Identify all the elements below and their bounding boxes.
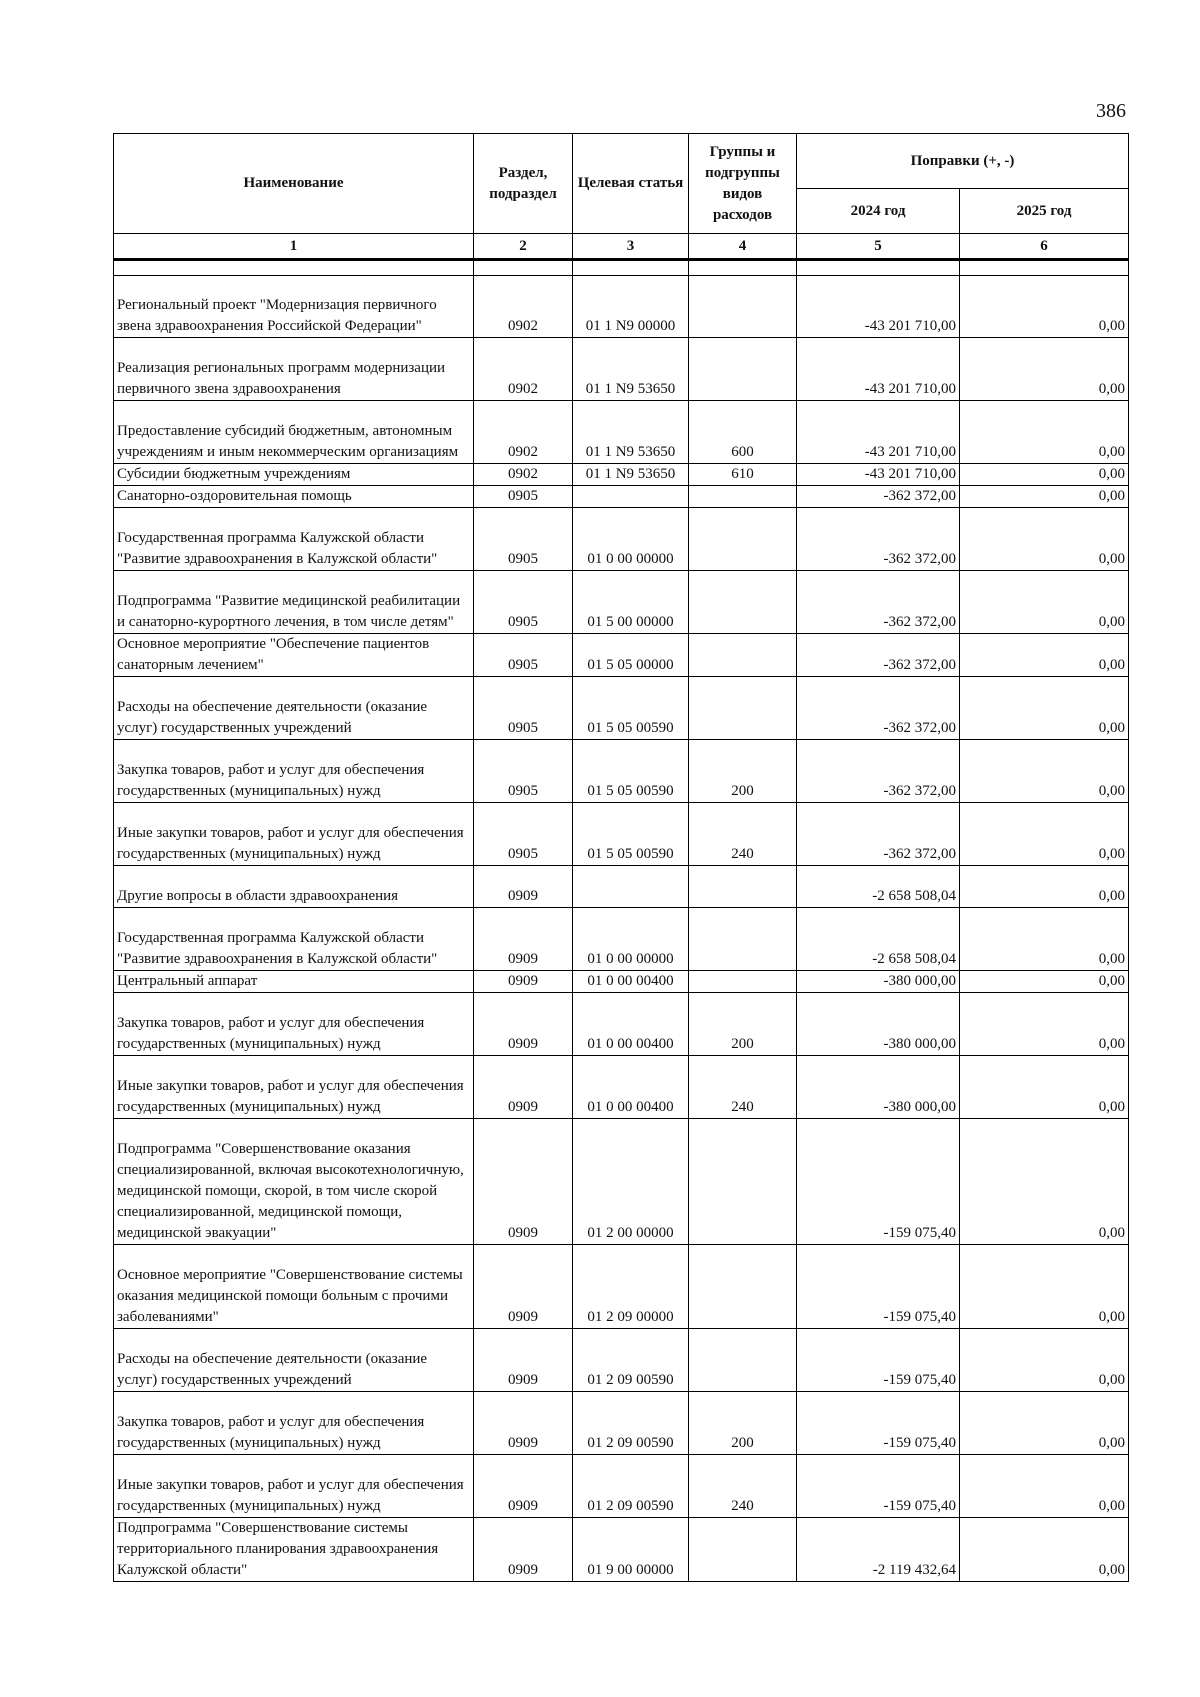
row-amount-2025: 0,00 bbox=[960, 1392, 1129, 1455]
row-article: 01 9 00 00000 bbox=[573, 1518, 689, 1582]
row-article: 01 2 00 00000 bbox=[573, 1119, 689, 1245]
row-amount-2025: 0,00 bbox=[960, 338, 1129, 401]
row-amount-2025: 0,00 bbox=[960, 571, 1129, 634]
row-amount-2025: 0,00 bbox=[960, 508, 1129, 571]
budget-amendments-table bbox=[113, 133, 1129, 1582]
table-row bbox=[114, 1518, 1129, 1582]
row-amount-2025: 0,00 bbox=[960, 1056, 1129, 1119]
header-name: Наименование bbox=[114, 134, 474, 234]
row-name: Закупка товаров, работ и услуг для обеспечения государственных (муниципальных) нужд bbox=[114, 1392, 474, 1455]
row-amount-2025: 0,00 bbox=[960, 486, 1129, 508]
spacer-row bbox=[114, 260, 1129, 276]
row-amount-2025: 0,00 bbox=[960, 908, 1129, 971]
row-article bbox=[573, 486, 689, 508]
row-group: 600 bbox=[689, 401, 797, 464]
header-article: Целевая статья bbox=[573, 134, 689, 234]
row-amount-2024: -362 372,00 bbox=[797, 571, 960, 634]
row-article: 01 5 00 00000 bbox=[573, 571, 689, 634]
row-section: 0902 bbox=[474, 464, 573, 486]
row-section: 0909 bbox=[474, 1455, 573, 1518]
table-row bbox=[114, 401, 1129, 464]
row-name: Подпрограмма "Развитие медицинской реабилитации и санаторно-курортного лечения, в том числе детям" bbox=[114, 571, 474, 634]
row-article: 01 0 00 00400 bbox=[573, 1056, 689, 1119]
row-article: 01 2 09 00590 bbox=[573, 1455, 689, 1518]
row-section: 0909 bbox=[474, 866, 573, 908]
row-name: Закупка товаров, работ и услуг для обеспечения государственных (муниципальных) нужд bbox=[114, 993, 474, 1056]
table-row bbox=[114, 276, 1129, 338]
row-name: Реализация региональных программ модернизации первичного звена здравоохранения bbox=[114, 338, 474, 401]
table-row bbox=[114, 971, 1129, 993]
row-amount-2025: 0,00 bbox=[960, 971, 1129, 993]
row-name: Расходы на обеспечение деятельности (оказание услуг) государственных учреждений bbox=[114, 677, 474, 740]
row-article: 01 2 09 00590 bbox=[573, 1392, 689, 1455]
row-section: 0905 bbox=[474, 803, 573, 866]
row-group bbox=[689, 908, 797, 971]
row-name: Иные закупки товаров, работ и услуг для обеспечения государственных (муниципальных) нужд bbox=[114, 1455, 474, 1518]
row-name: Центральный аппарат bbox=[114, 971, 474, 993]
table-row bbox=[114, 571, 1129, 634]
header-number-1: 1 bbox=[114, 234, 474, 260]
row-section: 0905 bbox=[474, 571, 573, 634]
row-section: 0909 bbox=[474, 1392, 573, 1455]
table-row bbox=[114, 1455, 1129, 1518]
row-article: 01 0 00 00000 bbox=[573, 508, 689, 571]
table-row bbox=[114, 1245, 1129, 1329]
row-group bbox=[689, 571, 797, 634]
row-article: 01 1 N9 53650 bbox=[573, 338, 689, 401]
row-name: Предоставление субсидий бюджетным, автономным учреждениям и иным некоммерческим организациям bbox=[114, 401, 474, 464]
row-section: 0905 bbox=[474, 486, 573, 508]
row-group bbox=[689, 1329, 797, 1392]
row-section: 0902 bbox=[474, 276, 573, 338]
row-article: 01 2 09 00000 bbox=[573, 1245, 689, 1329]
row-article: 01 1 N9 00000 bbox=[573, 276, 689, 338]
row-group bbox=[689, 508, 797, 571]
row-name: Расходы на обеспечение деятельности (оказание услуг) государственных учреждений bbox=[114, 1329, 474, 1392]
row-amount-2024: -43 201 710,00 bbox=[797, 464, 960, 486]
table-row bbox=[114, 1056, 1129, 1119]
row-amount-2025: 0,00 bbox=[960, 677, 1129, 740]
row-amount-2025: 0,00 bbox=[960, 1245, 1129, 1329]
row-group bbox=[689, 634, 797, 677]
row-amount-2024: -159 075,40 bbox=[797, 1245, 960, 1329]
row-section: 0909 bbox=[474, 971, 573, 993]
row-amount-2025: 0,00 bbox=[960, 464, 1129, 486]
header-amendments: Поправки (+, -) bbox=[797, 134, 1129, 189]
row-article: 01 5 05 00590 bbox=[573, 803, 689, 866]
row-group bbox=[689, 1518, 797, 1582]
row-amount-2025: 0,00 bbox=[960, 276, 1129, 338]
table-row bbox=[114, 677, 1129, 740]
row-amount-2024: -159 075,40 bbox=[797, 1119, 960, 1245]
row-group: 240 bbox=[689, 1455, 797, 1518]
row-name: Основное мероприятие "Обеспечение пациентов санаторным лечением" bbox=[114, 634, 474, 677]
row-amount-2024: -2 658 508,04 bbox=[797, 866, 960, 908]
row-name: Региональный проект "Модернизация первичного звена здравоохранения Российской Федерации" bbox=[114, 276, 474, 338]
row-amount-2025: 0,00 bbox=[960, 740, 1129, 803]
row-article: 01 5 05 00590 bbox=[573, 677, 689, 740]
row-section: 0905 bbox=[474, 634, 573, 677]
row-group bbox=[689, 866, 797, 908]
row-group: 200 bbox=[689, 740, 797, 803]
row-amount-2024: -2 658 508,04 bbox=[797, 908, 960, 971]
table-row bbox=[114, 866, 1129, 908]
row-name: Иные закупки товаров, работ и услуг для обеспечения государственных (муниципальных) нужд bbox=[114, 1056, 474, 1119]
row-name: Санаторно-оздоровительная помощь bbox=[114, 486, 474, 508]
table-row bbox=[114, 634, 1129, 677]
header-number-3: 3 bbox=[573, 234, 689, 260]
row-article: 01 5 05 00000 bbox=[573, 634, 689, 677]
row-section: 0909 bbox=[474, 1329, 573, 1392]
row-group bbox=[689, 338, 797, 401]
table-row bbox=[114, 1329, 1129, 1392]
row-section: 0909 bbox=[474, 993, 573, 1056]
row-name: Основное мероприятие "Совершенствование системы оказания медицинской помощи больным с прочими заболеваниями" bbox=[114, 1245, 474, 1329]
row-article: 01 0 00 00400 bbox=[573, 993, 689, 1056]
row-amount-2025: 0,00 bbox=[960, 993, 1129, 1056]
row-section: 0905 bbox=[474, 508, 573, 571]
row-name: Государственная программа Калужской области "Развитие здравоохранения в Калужской области" bbox=[114, 908, 474, 971]
row-amount-2025: 0,00 bbox=[960, 1119, 1129, 1245]
row-amount-2025: 0,00 bbox=[960, 866, 1129, 908]
table-row bbox=[114, 993, 1129, 1056]
row-name: Закупка товаров, работ и услуг для обеспечения государственных (муниципальных) нужд bbox=[114, 740, 474, 803]
row-amount-2024: -380 000,00 bbox=[797, 971, 960, 993]
row-amount-2024: -159 075,40 bbox=[797, 1329, 960, 1392]
header-section: Раздел, подраздел bbox=[474, 134, 573, 234]
row-section: 0909 bbox=[474, 1119, 573, 1245]
row-group: 200 bbox=[689, 1392, 797, 1455]
row-section: 0905 bbox=[474, 677, 573, 740]
table-row bbox=[114, 1119, 1129, 1245]
row-article: 01 0 00 00400 bbox=[573, 971, 689, 993]
row-amount-2024: -362 372,00 bbox=[797, 634, 960, 677]
row-group bbox=[689, 486, 797, 508]
row-group bbox=[689, 1245, 797, 1329]
row-article bbox=[573, 866, 689, 908]
row-article: 01 2 09 00590 bbox=[573, 1329, 689, 1392]
table-header bbox=[114, 134, 1129, 260]
table-body bbox=[114, 260, 1129, 1582]
row-amount-2024: -362 372,00 bbox=[797, 740, 960, 803]
row-amount-2024: -362 372,00 bbox=[797, 486, 960, 508]
row-amount-2025: 0,00 bbox=[960, 1518, 1129, 1582]
table-row bbox=[114, 803, 1129, 866]
row-article: 01 5 05 00590 bbox=[573, 740, 689, 803]
row-section: 0909 bbox=[474, 1056, 573, 1119]
header-number-4: 4 bbox=[689, 234, 797, 260]
row-amount-2025: 0,00 bbox=[960, 803, 1129, 866]
header-number-2: 2 bbox=[474, 234, 573, 260]
row-name: Подпрограмма "Совершенствование оказания специализированной, включая высокотехнологичную, медицинской помощи, скорой, в том числе скорой специализированной, медицинской помощи, медицинской эвакуации" bbox=[114, 1119, 474, 1245]
row-name: Субсидии бюджетным учреждениям bbox=[114, 464, 474, 486]
row-name: Иные закупки товаров, работ и услуг для обеспечения государственных (муниципальных) нужд bbox=[114, 803, 474, 866]
row-amount-2025: 0,00 bbox=[960, 401, 1129, 464]
header-2024: 2024 год bbox=[797, 189, 960, 234]
table-row bbox=[114, 486, 1129, 508]
row-section: 0909 bbox=[474, 1518, 573, 1582]
row-amount-2025: 0,00 bbox=[960, 634, 1129, 677]
row-amount-2024: -43 201 710,00 bbox=[797, 276, 960, 338]
row-name: Другие вопросы в области здравоохранения bbox=[114, 866, 474, 908]
row-group: 610 bbox=[689, 464, 797, 486]
row-amount-2024: -43 201 710,00 bbox=[797, 338, 960, 401]
table-row bbox=[114, 464, 1129, 486]
header-number-6: 6 bbox=[960, 234, 1129, 260]
row-section: 0909 bbox=[474, 1245, 573, 1329]
row-group: 240 bbox=[689, 803, 797, 866]
table-row bbox=[114, 908, 1129, 971]
row-amount-2024: -380 000,00 bbox=[797, 1056, 960, 1119]
row-amount-2024: -362 372,00 bbox=[797, 508, 960, 571]
header-number-5: 5 bbox=[797, 234, 960, 260]
row-name: Подпрограмма "Совершенствование системы территориального планирования здравоохранения Калужской области" bbox=[114, 1518, 474, 1582]
row-amount-2024: -2 119 432,64 bbox=[797, 1518, 960, 1582]
row-amount-2024: -159 075,40 bbox=[797, 1392, 960, 1455]
page-number: 386 bbox=[1096, 100, 1126, 122]
row-amount-2024: -362 372,00 bbox=[797, 677, 960, 740]
row-group bbox=[689, 677, 797, 740]
row-amount-2024: -43 201 710,00 bbox=[797, 401, 960, 464]
row-article: 01 1 N9 53650 bbox=[573, 401, 689, 464]
row-amount-2024: -380 000,00 bbox=[797, 993, 960, 1056]
header-groups: Группы и подгруппы видов расходов bbox=[689, 134, 797, 234]
row-section: 0905 bbox=[474, 740, 573, 803]
row-name: Государственная программа Калужской области "Развитие здравоохранения в Калужской области" bbox=[114, 508, 474, 571]
row-amount-2025: 0,00 bbox=[960, 1455, 1129, 1518]
row-group: 200 bbox=[689, 993, 797, 1056]
row-section: 0902 bbox=[474, 338, 573, 401]
table-row bbox=[114, 338, 1129, 401]
row-group: 240 bbox=[689, 1056, 797, 1119]
header-2025: 2025 год bbox=[960, 189, 1129, 234]
row-section: 0902 bbox=[474, 401, 573, 464]
table-row bbox=[114, 1392, 1129, 1455]
row-article: 01 1 N9 53650 bbox=[573, 464, 689, 486]
table-row bbox=[114, 740, 1129, 803]
row-amount-2025: 0,00 bbox=[960, 1329, 1129, 1392]
row-amount-2024: -159 075,40 bbox=[797, 1455, 960, 1518]
row-amount-2024: -362 372,00 bbox=[797, 803, 960, 866]
row-group bbox=[689, 276, 797, 338]
row-section: 0909 bbox=[474, 908, 573, 971]
table-row bbox=[114, 508, 1129, 571]
row-group bbox=[689, 1119, 797, 1245]
row-article: 01 0 00 00000 bbox=[573, 908, 689, 971]
row-group bbox=[689, 971, 797, 993]
